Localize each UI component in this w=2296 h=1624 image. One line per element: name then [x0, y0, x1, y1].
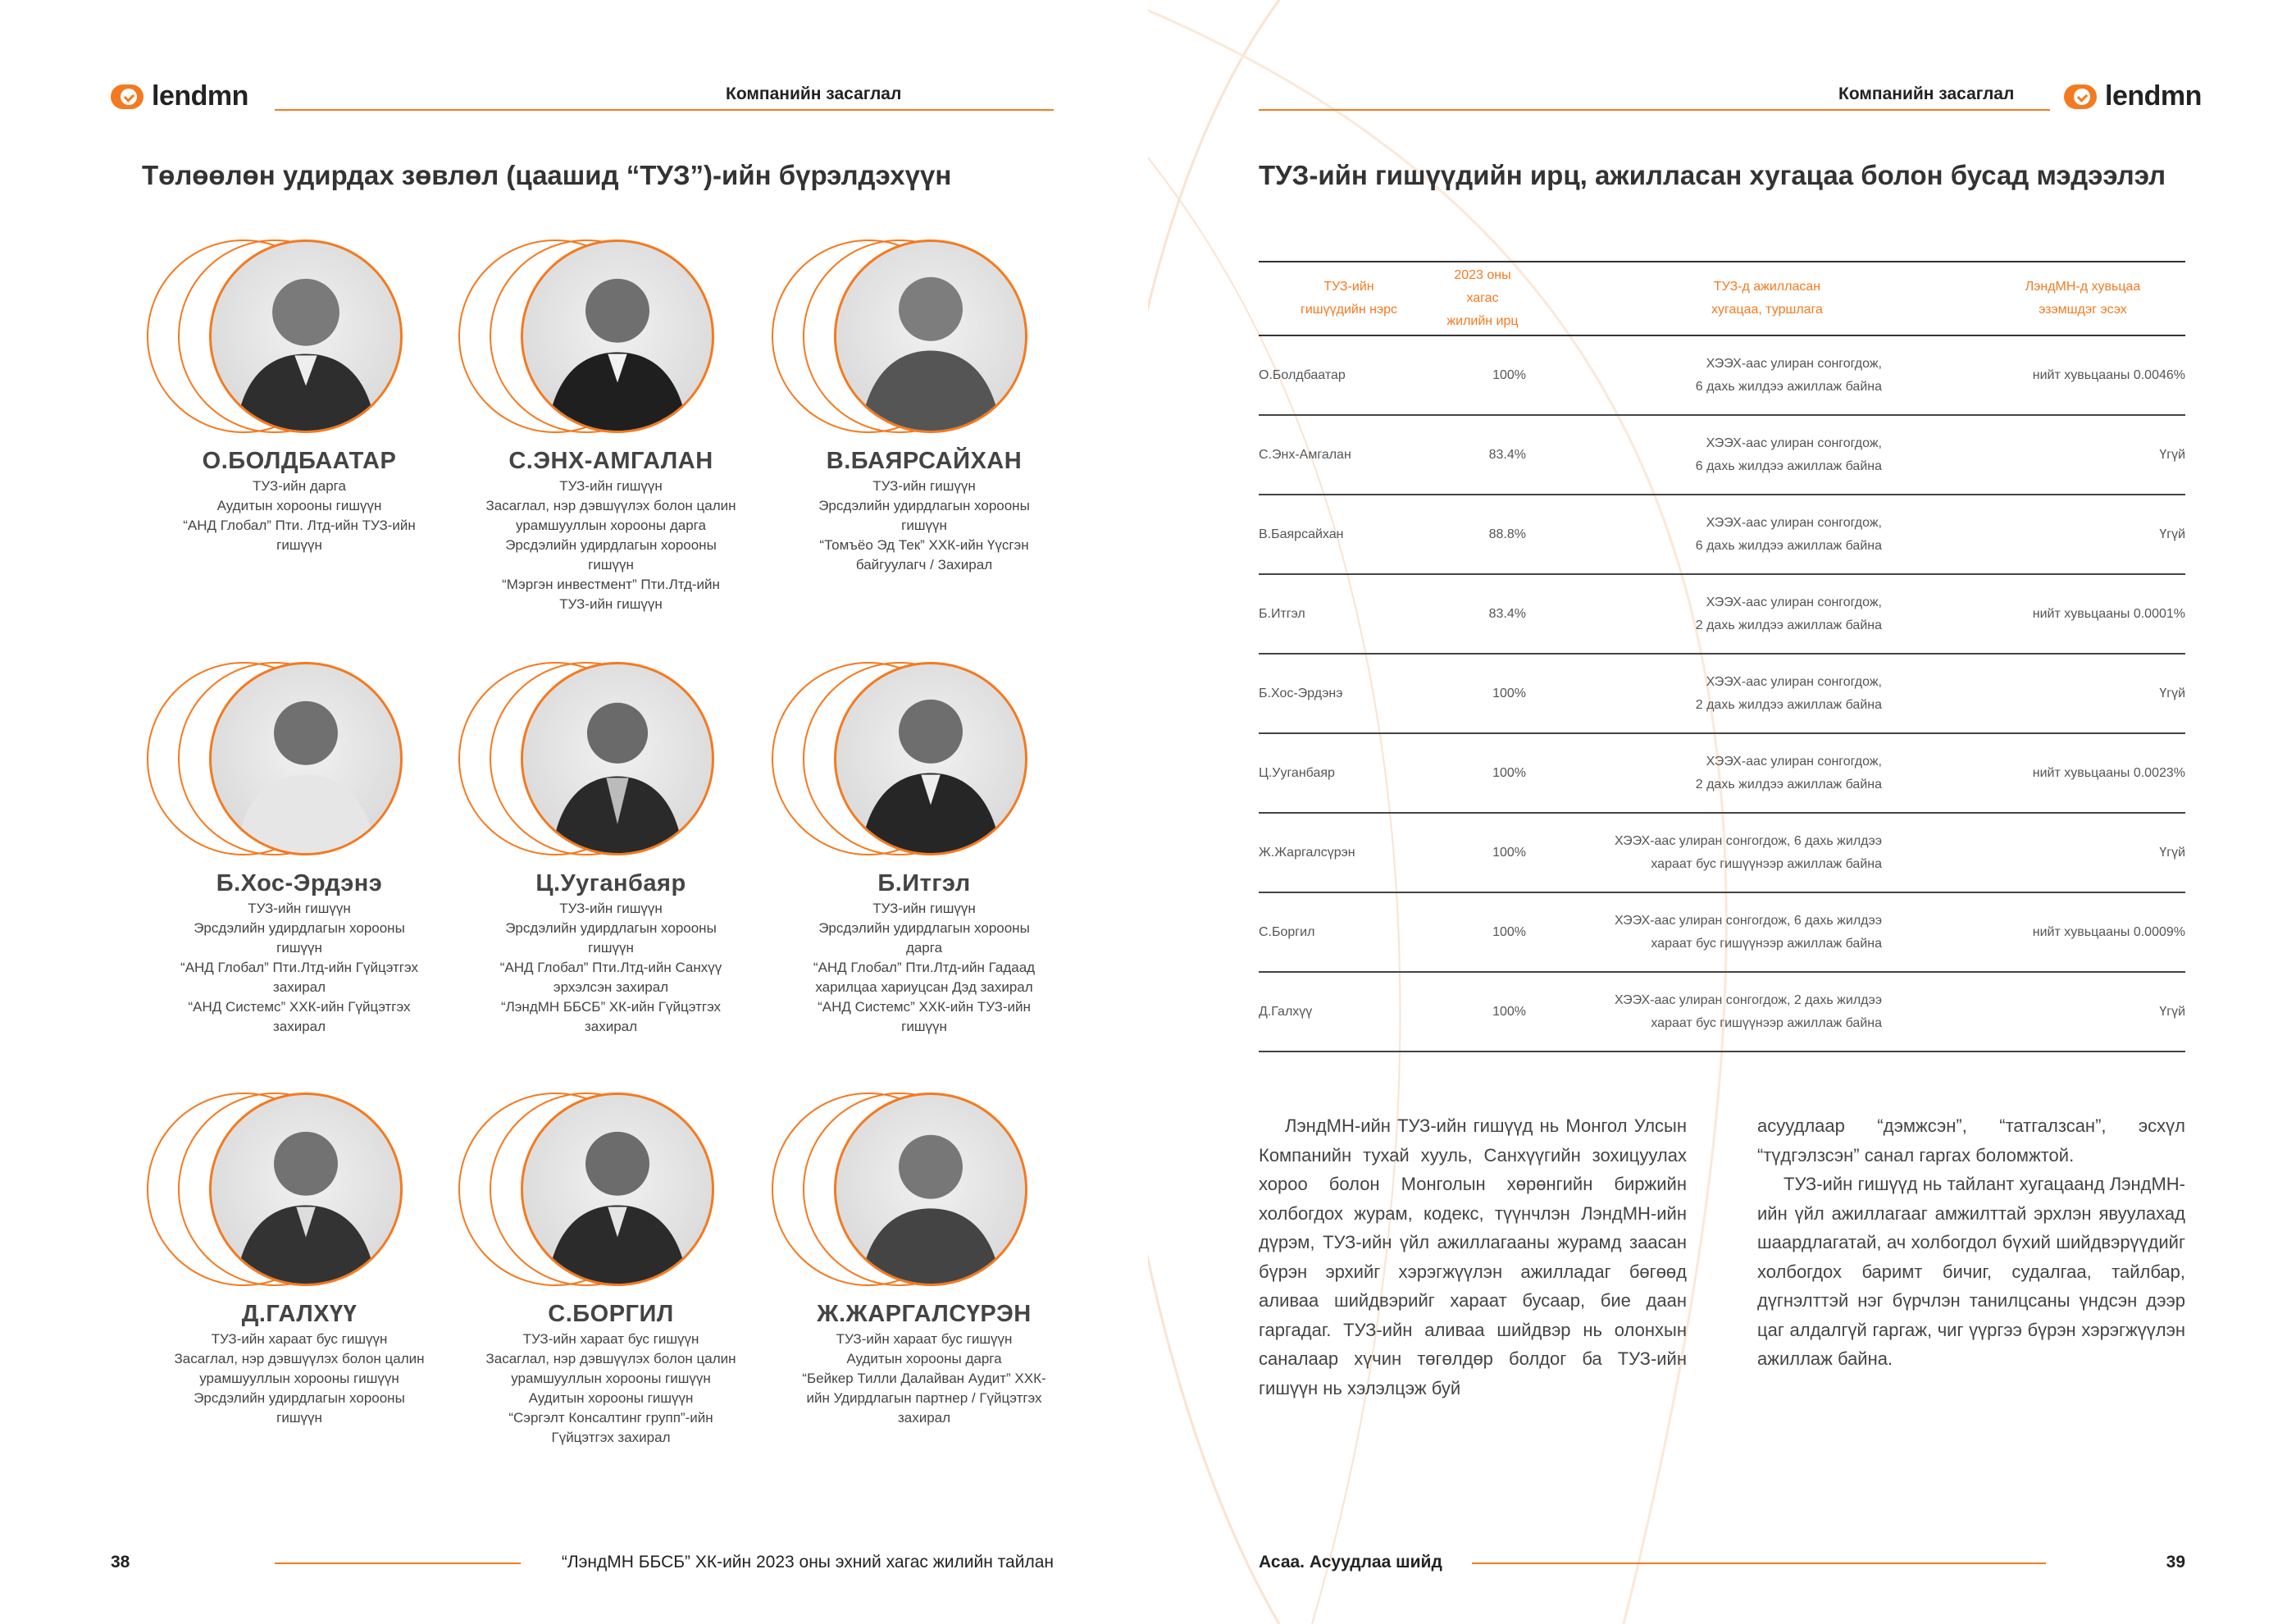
member-role: ТУЗ-ийн гишүүн Эрсдэлийн удирдлагын хорооны гишүүн “АНД Глобал” Пти.Лтд-ийн Санхүү эрхэлсэн захирал “ЛэндМН ББСБ” ХК-ийн Гүйцэтгэх захирал	[499, 901, 722, 1034]
cell-tenure: ХЭЭХ-аас улиран сонгогдож, 6 дахь жилдээ ажиллаж байна	[1529, 335, 1882, 415]
cell-name: Ц.Ууганбаяр	[1259, 733, 1439, 813]
header-divider	[275, 109, 1054, 111]
cell-attendance: 100%	[1439, 892, 1529, 972]
cell-shares: нийт хувьцааны 0.0046%	[1882, 335, 2185, 415]
cell-attendance: 100%	[1439, 733, 1529, 813]
member-photo	[834, 1093, 1027, 1286]
table-row	[1259, 335, 2185, 415]
cell-shares: Үгүй	[1882, 972, 2185, 1051]
member-card	[768, 1091, 1080, 1428]
member-role: ТУЗ-ийн хараат бус гишүүн Засаглал, нэр дэвшүүлэх болон цалин урамшууллын хорооны гишүүн Эрсдэлийн удирдлагын хорооны гишүүн	[174, 1331, 425, 1426]
member-card	[144, 238, 455, 555]
member-name: В.БАЯРСАЙХАН	[826, 448, 1023, 474]
table-row	[1259, 892, 2185, 972]
cell-shares: нийт хувьцааны 0.0001%	[1882, 574, 2185, 654]
header-title: Компанийн засаглал	[1838, 84, 2015, 103]
board-info-table	[1259, 261, 2185, 1052]
member-photo	[521, 239, 714, 433]
member-role: ТУЗ-ийн хараат бус гишүүн Засаглал, нэр дэвшүүлэх болон цалин урамшууллын хорооны гишүүн Аудитын хорооны гишүүн “Сэргэлт Консалтинг групп”-ийн Гүйцэтгэх захирал	[485, 1331, 736, 1445]
logo-text: lendmn	[2105, 80, 2202, 112]
member-card	[768, 238, 1080, 575]
table-row	[1259, 972, 2185, 1051]
member-role: ТУЗ-ийн гишүүн Эрсдэлийн удирдлагын хорооны гишүүн “Томъёо Эд Тек” ХХК-ийн Үүсгэн байгуулагч / Захирал	[818, 478, 1030, 573]
lendmn-logo	[111, 80, 248, 112]
cell-name: Б.Итгэл	[1259, 574, 1439, 654]
cell-name: Б.Хос-Эрдэнэ	[1259, 654, 1439, 733]
cell-tenure: ХЭЭХ-аас улиран сонгогдож, 2 дахь жилдээ хараат бус гишүүнээр ажиллаж байна	[1529, 972, 1882, 1051]
cell-shares: Үгүй	[1882, 495, 2185, 574]
body-paragraph: ЛэндМН-ийн ТУЗ-ийн гишүүд нь Монгол Улсын Компанийн тухай хууль, Санхүүгийн зохицуулах хороо болон Монголын хөрөнгийн биржийн холбогдох журам, кодекс, түүнчлэн ЛэндМН-ийн дүрэм, ТУЗ-ийн үйл ажиллагааны журамд заасан бүрэн эрхийг хэрэгжүүлэн ажилладаг бөгөөд аливаа шийдвэрийг хараат бусаар, бие даан гаргадаг. ТУЗ-ийн аливаа шийдвэр нь олонхын саналаар хүчин төгөлдөр болдог ба ТУЗ-ийн гишүүн нь хэлэлцэж буй	[1259, 1115, 1687, 1398]
member-name: С.ЭНХ-АМГАЛАН	[508, 448, 713, 474]
cell-shares: Үгүй	[1882, 813, 2185, 892]
logo-text: lendmn	[152, 80, 248, 112]
header-divider	[1259, 109, 2050, 111]
member-role: ТУЗ-ийн хараат бус гишүүн Аудитын хорооны дарга “Бейкер Тилли Далайван Аудит” ХХК- ийн Удирдлагын партнер / Гүйцэтгэх захирал	[802, 1331, 1046, 1426]
cell-name: С.Боргил	[1259, 892, 1439, 972]
cell-shares: Үгүй	[1882, 415, 2185, 495]
cell-tenure: ХЭЭХ-аас улиран сонгогдож, 6 дахь жилдээ ажиллаж байна	[1529, 495, 1882, 574]
check-icon	[111, 84, 144, 109]
member-card	[455, 238, 767, 614]
lendmn-logo	[2064, 80, 2202, 112]
member-photo	[209, 662, 403, 855]
table-row	[1259, 654, 2185, 733]
cell-attendance: 88.8%	[1439, 495, 1529, 574]
cell-name: В.Баярсайхан	[1259, 495, 1439, 574]
member-role: ТУЗ-ийн гишүүн Засаглал, нэр дэвшүүлэх болон цалин урамшууллын хорооны дарга Эрсдэлийн удирдлагын хорооны гишүүн “Мэргэн инвестмент” Пти.Лтд-ийн ТУЗ-ийн гишүүн	[485, 478, 736, 612]
cell-attendance: 100%	[1439, 654, 1529, 733]
table-header-row	[1259, 262, 2185, 335]
col-header-tenure: ТУЗ-д ажилласан хугацаа, туршлага	[1529, 262, 1882, 335]
footer-text: “ЛэндМН ББСБ” ХК-ийн 2023 оны эхний хагас жилийн тайлан	[561, 1553, 1054, 1572]
cell-name: О.Болдбаатар	[1259, 335, 1439, 415]
cell-tenure: ХЭЭХ-аас улиран сонгогдож, 6 дахь жилдээ хараат бус гишүүнээр ажиллаж байна	[1529, 892, 1882, 972]
page-number: 38	[111, 1553, 130, 1572]
cell-tenure: ХЭЭХ-аас улиран сонгогдож, 2 дахь жилдээ ажиллаж байна	[1529, 654, 1882, 733]
cell-attendance: 83.4%	[1439, 415, 1529, 495]
header-title: Компанийн засаглал	[726, 84, 902, 103]
member-name: С.БОРГИЛ	[548, 1301, 674, 1327]
member-name: Ц.Ууганбаяр	[535, 870, 686, 896]
cell-name: С.Энх-Амгалан	[1259, 415, 1439, 495]
table-row	[1259, 733, 2185, 813]
member-name: О.БОЛДБААТАР	[202, 448, 397, 474]
member-card	[455, 660, 767, 1037]
member-photo	[521, 1093, 714, 1286]
col-header-attendance: 2023 оны хагас жилийн ирц	[1439, 262, 1529, 335]
table-row	[1259, 415, 2185, 495]
table-row	[1259, 495, 2185, 574]
right-page	[1148, 0, 2296, 1624]
member-card	[144, 660, 455, 1037]
member-photo	[521, 662, 714, 855]
body-text-column-2	[1757, 1111, 2185, 1374]
table-row	[1259, 813, 2185, 892]
footer-divider	[275, 1562, 521, 1564]
cell-name: Д.Галхүү	[1259, 972, 1439, 1051]
section-title: Төлөөлөн удирдах зөвлөл (цаашид “ТУЗ”)-ийн бүрэлдэхүүн	[142, 160, 952, 190]
member-name: Б.Итгэл	[877, 870, 971, 896]
col-header-name: ТУЗ-ийн гишүүдийн нэрс	[1259, 262, 1439, 335]
cell-attendance: 83.4%	[1439, 574, 1529, 654]
cell-shares: нийт хувьцааны 0.0023%	[1882, 733, 2185, 813]
body-paragraph: асуудлаар “дэмжсэн”, “татгалзсан”, эсхүл “түдгэлзсэн” санал гаргах боломжтой.	[1757, 1115, 2185, 1166]
cell-tenure: ХЭЭХ-аас улиран сонгогдож, 6 дахь жилдээ ажиллаж байна	[1529, 415, 1882, 495]
member-role: ТУЗ-ийн дарга Аудитын хорооны гишүүн “АНД Глобал” Пти. Лтд-ийн ТУЗ-ийн гишүүн	[183, 478, 416, 553]
cell-tenure: ХЭЭХ-аас улиран сонгогдож, 2 дахь жилдээ ажиллаж байна	[1529, 733, 1882, 813]
member-photo	[834, 662, 1027, 855]
member-role: ТУЗ-ийн гишүүн Эрсдэлийн удирдлагын хорооны дарга “АНД Глобал” Пти.Лтд-ийн Гадаад харилцаа хариуцсан Дэд захирал “АНД Системс” ХХК-ийн ТУЗ-ийн гишүүн	[813, 901, 1036, 1034]
member-photo	[209, 1093, 403, 1286]
member-name: Б.Хос-Эрдэнэ	[216, 870, 383, 896]
member-card	[144, 1091, 455, 1428]
check-icon	[2064, 84, 2097, 109]
cell-tenure: ХЭЭХ-аас улиран сонгогдож, 6 дахь жилдээ хараат бус гишүүнээр ажиллаж байна	[1529, 813, 1882, 892]
member-card	[768, 660, 1080, 1037]
cell-attendance: 100%	[1439, 335, 1529, 415]
page-number: 39	[2166, 1553, 2185, 1572]
cell-attendance: 100%	[1439, 813, 1529, 892]
cell-attendance: 100%	[1439, 972, 1529, 1051]
body-paragraph: ТУЗ-ийн гишүүд нь тайлант хугацаанд ЛэндМН-ийн үйл ажиллагааг амжилттай эрхлэн явуулахад шаардлагатай, ач холбогдол бүхий шийдвэрүүдийг холбогдох баримт бичиг, судалгаа, тайлбар, дүгнэлттэй нэг бүрчлэн танилцсаны үндсэн дээр цаг алдалгүй гаргаж, чиг үүргээ бүрэн хэрэгжүүлэн ажиллаж байна.	[1757, 1174, 2185, 1369]
footer-text: Асаа. Асуудлаа шийд	[1259, 1553, 1442, 1572]
cell-shares: Үгүй	[1882, 654, 2185, 733]
cell-shares: нийт хувьцааны 0.0009%	[1882, 892, 2185, 972]
member-photo	[834, 239, 1027, 433]
member-photo	[209, 239, 403, 433]
member-role: ТУЗ-ийн гишүүн Эрсдэлийн удирдлагын хорооны гишүүн “АНД Глобал” Пти.Лтд-ийн Гүйцэтгэх захирал “АНД Системс” ХХК-ийн Гүйцэтгэх захирал	[180, 901, 418, 1034]
member-card	[455, 1091, 767, 1448]
cell-tenure: ХЭЭХ-аас улиран сонгогдож, 2 дахь жилдээ ажиллаж байна	[1529, 574, 1882, 654]
table-row	[1259, 574, 2185, 654]
section-title: ТУЗ-ийн гишүүдийн ирц, ажилласан хугацаа болон бусад мэдээлэл	[1259, 160, 2166, 190]
member-name: Ж.ЖАРГАЛСҮРЭН	[817, 1301, 1032, 1327]
footer-divider	[1472, 1562, 2046, 1564]
col-header-shares: ЛэндМН-д хувьцаа эзэмшдэг эсэх	[1882, 262, 2185, 335]
body-text-column-1	[1259, 1111, 1687, 1403]
cell-name: Ж.Жаргалсүрэн	[1259, 813, 1439, 892]
member-name: Д.ГАЛХҮҮ	[241, 1301, 358, 1327]
